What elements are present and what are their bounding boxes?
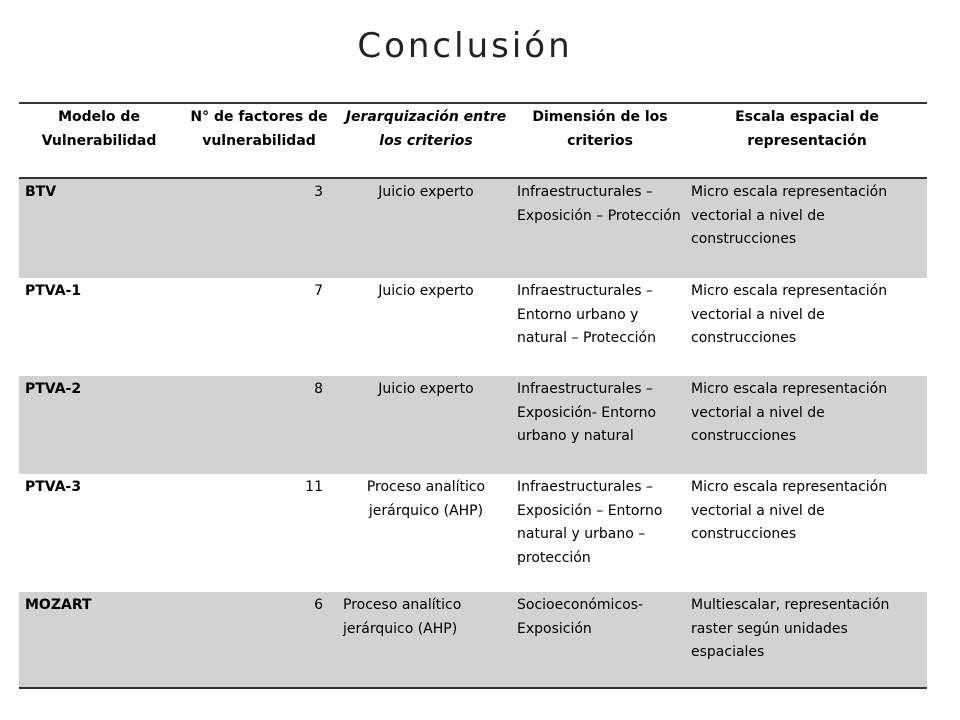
header-scale: Escala espacial de representación xyxy=(687,103,927,178)
cell-factors: 3 xyxy=(179,178,339,278)
cell-hierarchy: Proceso analítico jerárquico (AHP) xyxy=(339,474,513,592)
cell-model: BTV xyxy=(19,178,179,278)
cell-hierarchy: Proceso analítico jerárquico (AHP) xyxy=(339,592,513,688)
cell-scale: Micro escala representación vectorial a nivel de construcciones xyxy=(687,376,927,474)
cell-scale: Micro escala representación vectorial a nivel de construcciones xyxy=(687,178,927,278)
table-row xyxy=(19,592,927,688)
cell-factors: 8 xyxy=(179,376,339,474)
page-title: Conclusión xyxy=(357,26,573,66)
cell-dimension: Infraestructurales – Exposición – Entorno natural y urbano – protección xyxy=(513,474,687,592)
cell-factors: 11 xyxy=(179,474,339,592)
cell-dimension: Infraestructurales – Entorno urbano y natural – Protección xyxy=(513,278,687,376)
cell-factors: 6 xyxy=(179,592,339,688)
cell-dimension: Socioeconómicos- Exposición xyxy=(513,592,687,688)
cell-model: PTVA-1 xyxy=(19,278,179,376)
cell-model: PTVA-2 xyxy=(19,376,179,474)
cell-dimension: Infraestructurales – Exposición – Protección xyxy=(513,178,687,278)
header-factors: N° de factores de vulnerabilidad xyxy=(179,103,339,178)
table-row xyxy=(19,278,927,376)
cell-model: MOZART xyxy=(19,592,179,688)
cell-model: PTVA-3 xyxy=(19,474,179,592)
table-header-row xyxy=(19,103,927,178)
table-row xyxy=(19,376,927,474)
cell-factors: 7 xyxy=(179,278,339,376)
cell-hierarchy: Juicio experto xyxy=(339,278,513,376)
table-row xyxy=(19,178,927,278)
vulnerability-models-table xyxy=(19,102,927,689)
cell-scale: Micro escala representación vectorial a nivel de construcciones xyxy=(687,278,927,376)
cell-hierarchy: Juicio experto xyxy=(339,178,513,278)
header-dimension: Dimensión de los criterios xyxy=(513,103,687,178)
header-model: Modelo de Vulnerabilidad xyxy=(19,103,179,178)
cell-hierarchy: Juicio experto xyxy=(339,376,513,474)
header-hierarchy: Jerarquización entre los criterios xyxy=(339,103,513,178)
table-row xyxy=(19,474,927,592)
cell-dimension: Infraestructurales – Exposición- Entorno urbano y natural xyxy=(513,376,687,474)
cell-scale: Micro escala representación vectorial a nivel de construcciones xyxy=(687,474,927,592)
cell-scale: Multiescalar, representación raster según unidades espaciales xyxy=(687,592,927,688)
